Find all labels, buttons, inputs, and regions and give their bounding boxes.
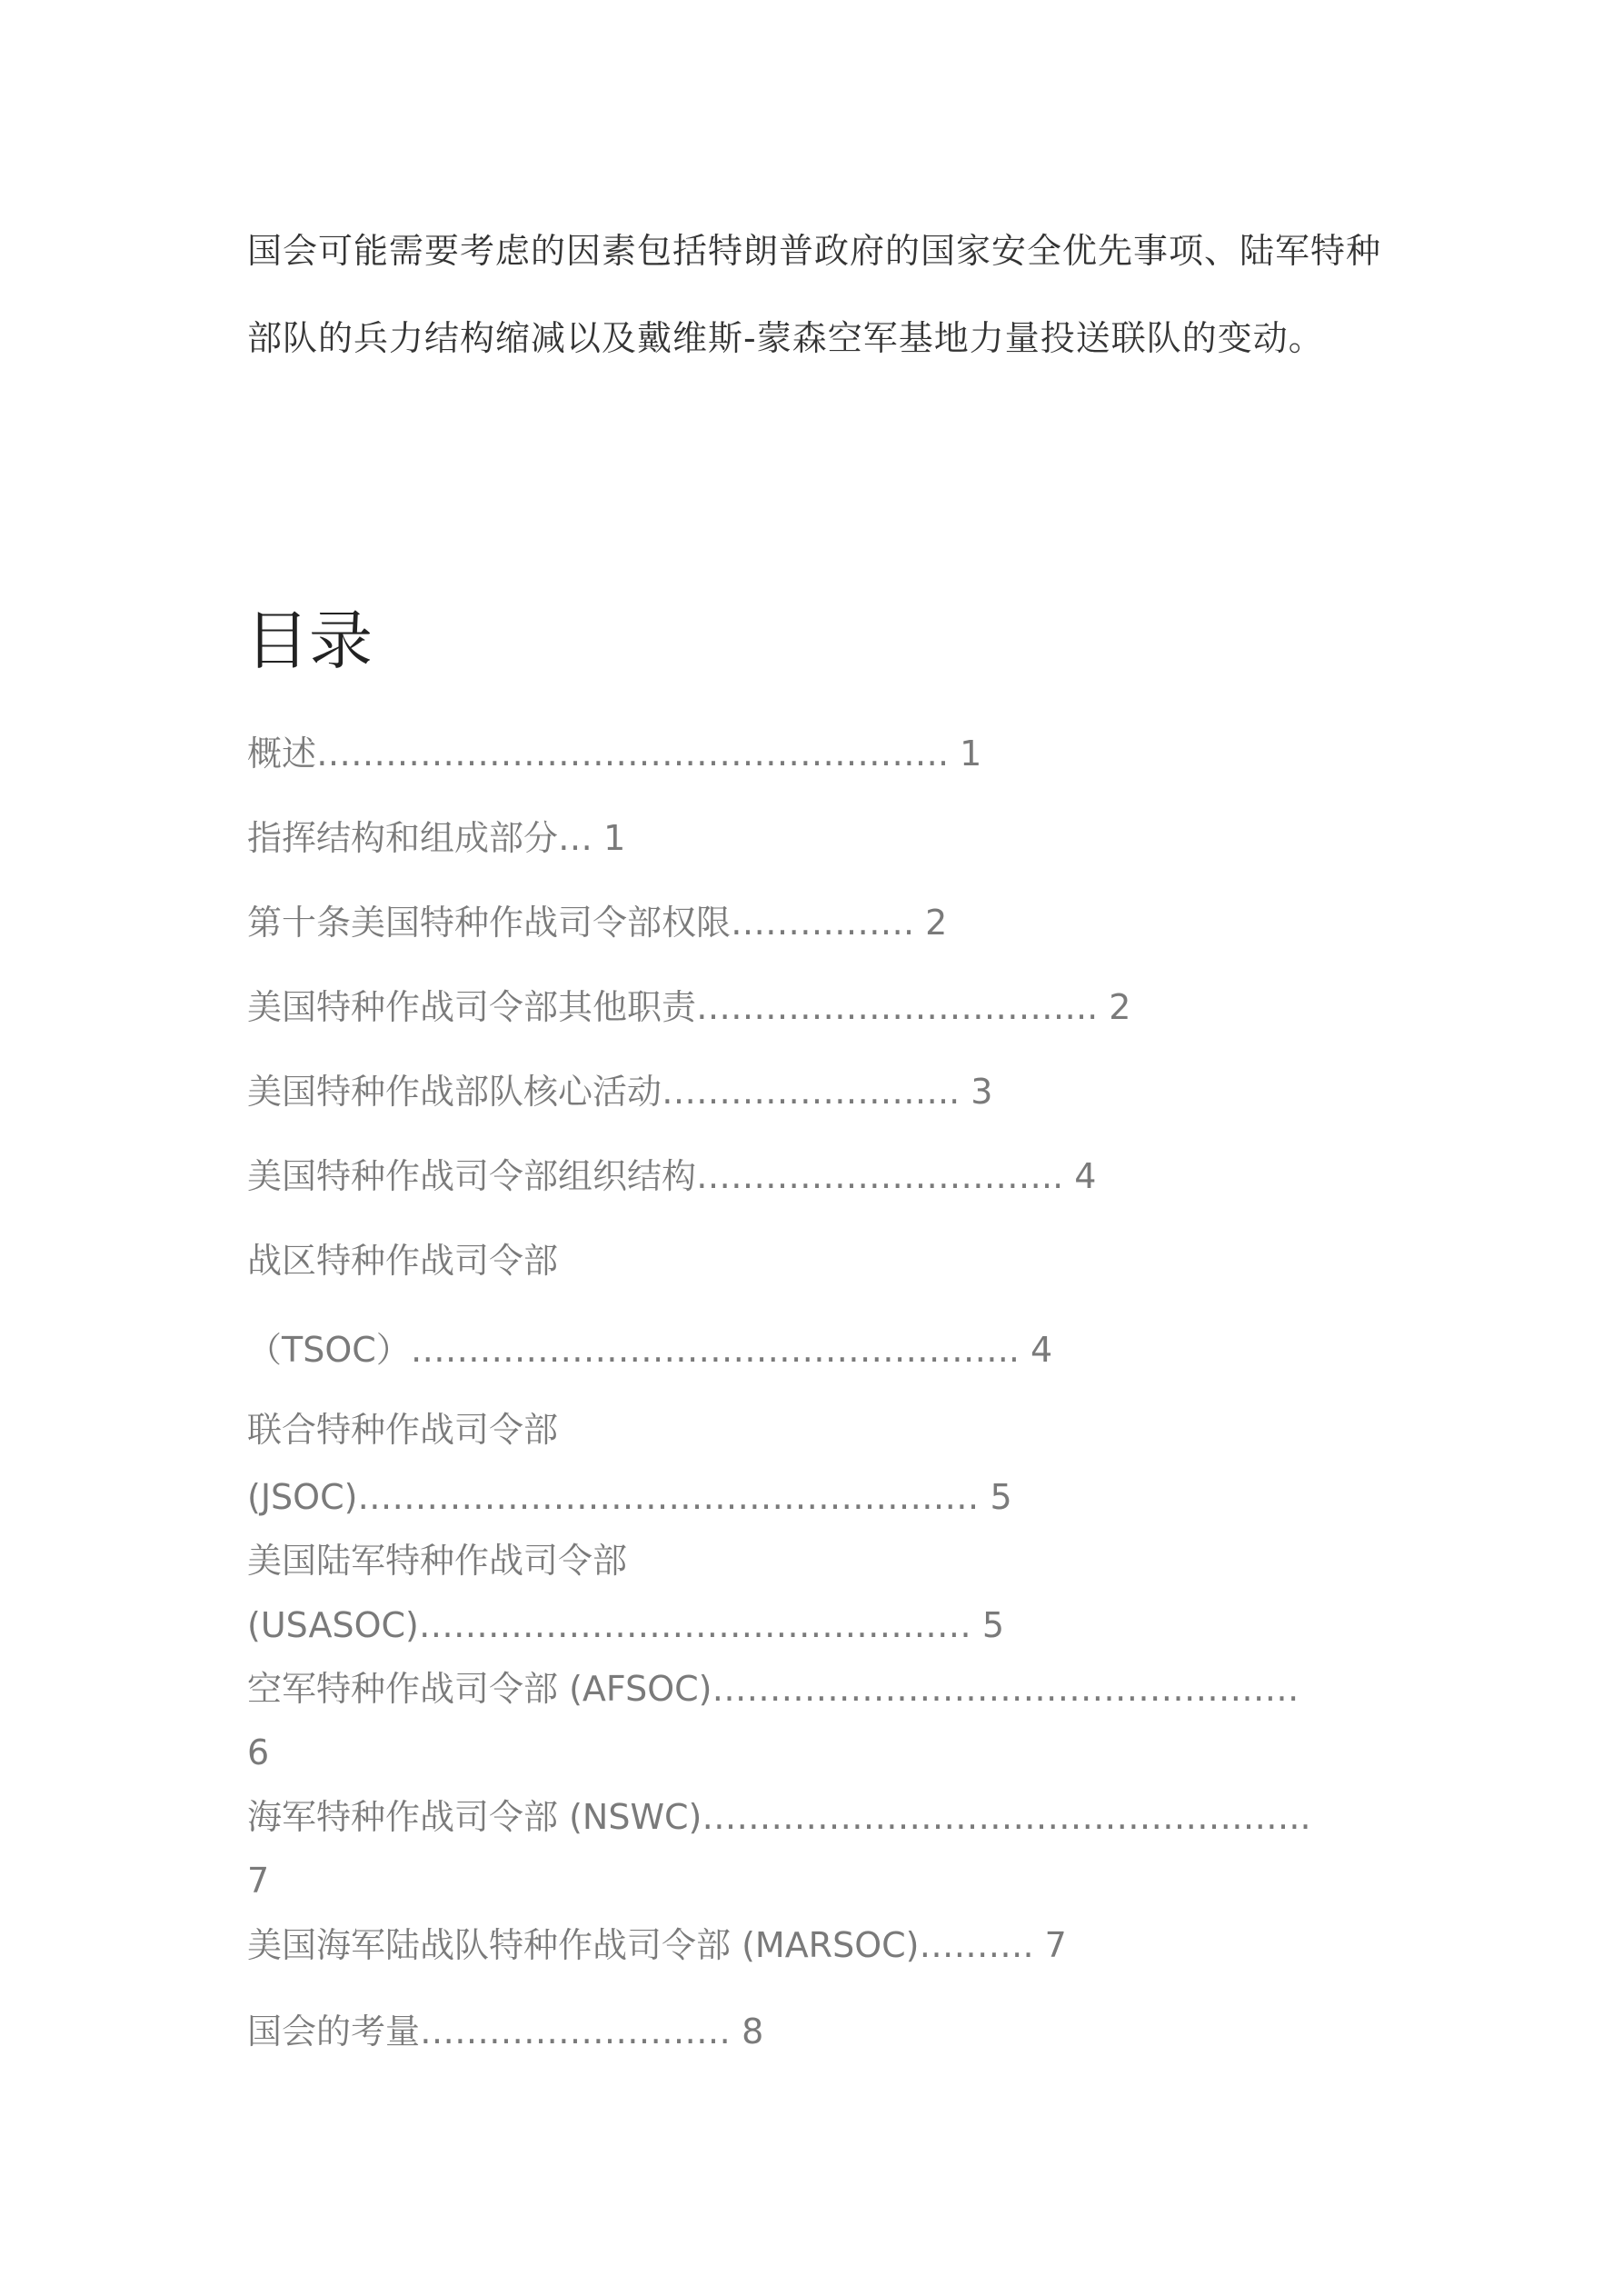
toc-entry-jsoc-page[interactable] — [247, 1476, 1012, 1518]
toc-title: 目录 — [245, 604, 373, 678]
toc-entry-text: 空军特种作战司令部 (AFSOC)…………………………………………… — [247, 1669, 1299, 1709]
toc-entry-text: 战区特种作战司令部 — [247, 1241, 559, 1281]
toc-entry-jsoc[interactable] — [247, 1409, 558, 1451]
toc-entry-text: 美国陆军特种作战司令部 — [247, 1541, 628, 1581]
toc-entry-usasoc[interactable] — [247, 1540, 627, 1582]
toc-entry-text: 美国特种作战部队核心活动…………………….. 3 — [247, 1072, 993, 1112]
toc-entry-text: 美国特种作战司令部组织结构………………………….. 4 — [247, 1156, 1097, 1196]
toc-entry-afsoc-page[interactable] — [247, 1732, 269, 1773]
toc-entry-tsoc-page[interactable] — [247, 1329, 1052, 1371]
toc-entry-organization[interactable] — [247, 1155, 1096, 1197]
toc-entry-nswc[interactable] — [247, 1796, 1311, 1838]
toc-entry-tsoc[interactable] — [247, 1240, 558, 1282]
toc-entry-text: 6 — [247, 1732, 270, 1772]
toc-entry-other-responsibilities[interactable] — [247, 986, 1130, 1028]
toc-entry-afsoc[interactable] — [247, 1668, 1299, 1710]
toc-entry-text: 国会的考量……………………… 8 — [247, 2011, 764, 2051]
toc-entry-text: (USASOC)………………………………………… 5 — [247, 1605, 1005, 1645]
toc-entry-text: (JSOC)……………………………………………… 5 — [247, 1477, 1012, 1517]
toc-entry-text: （TSOC）…………………………………………….. 4 — [247, 1330, 1053, 1370]
toc-entry-text: 美国海军陆战队特种作战司令部 (MARSOC)………. 7 — [247, 1925, 1067, 1965]
toc-entry-text: 海军特种作战司令部 (NSWC)…………………………………………….. — [247, 1797, 1311, 1837]
toc-entry-text: 第十条美国特种作战司令部权限……………. 2 — [247, 903, 948, 943]
toc-entry-usasoc-page[interactable] — [247, 1604, 1004, 1646]
toc-entry-text: 7 — [247, 1861, 270, 1901]
toc-entry-text: 美国特种作战司令部其他职责…………………………….. 2 — [247, 987, 1131, 1027]
toc-entry-title10-authorities[interactable] — [247, 902, 947, 943]
toc-entry-marsoc[interactable] — [247, 1924, 1067, 1966]
toc-entry-core-activities[interactable] — [247, 1071, 992, 1113]
toc-entry-nswc-page[interactable] — [247, 1860, 269, 1902]
toc-entry-text: 联合特种作战司令部 — [247, 1410, 559, 1450]
toc-entry-overview[interactable] — [247, 733, 981, 774]
toc-entry-text: 概述………………………………………………. 1 — [247, 734, 982, 774]
toc-entry-command-structure[interactable] — [247, 817, 625, 859]
intro-paragraph: 国会可能需要考虑的因素包括特朗普政府的国家安全优先事项、陆军特种部队的兵力结构缩减以及戴维斯-蒙森空军基地力量投送联队的变动。 — [247, 231, 1382, 358]
toc-entry-congress[interactable] — [247, 2011, 763, 2052]
toc-entry-text: 指挥结构和组成部分… 1 — [247, 818, 626, 858]
